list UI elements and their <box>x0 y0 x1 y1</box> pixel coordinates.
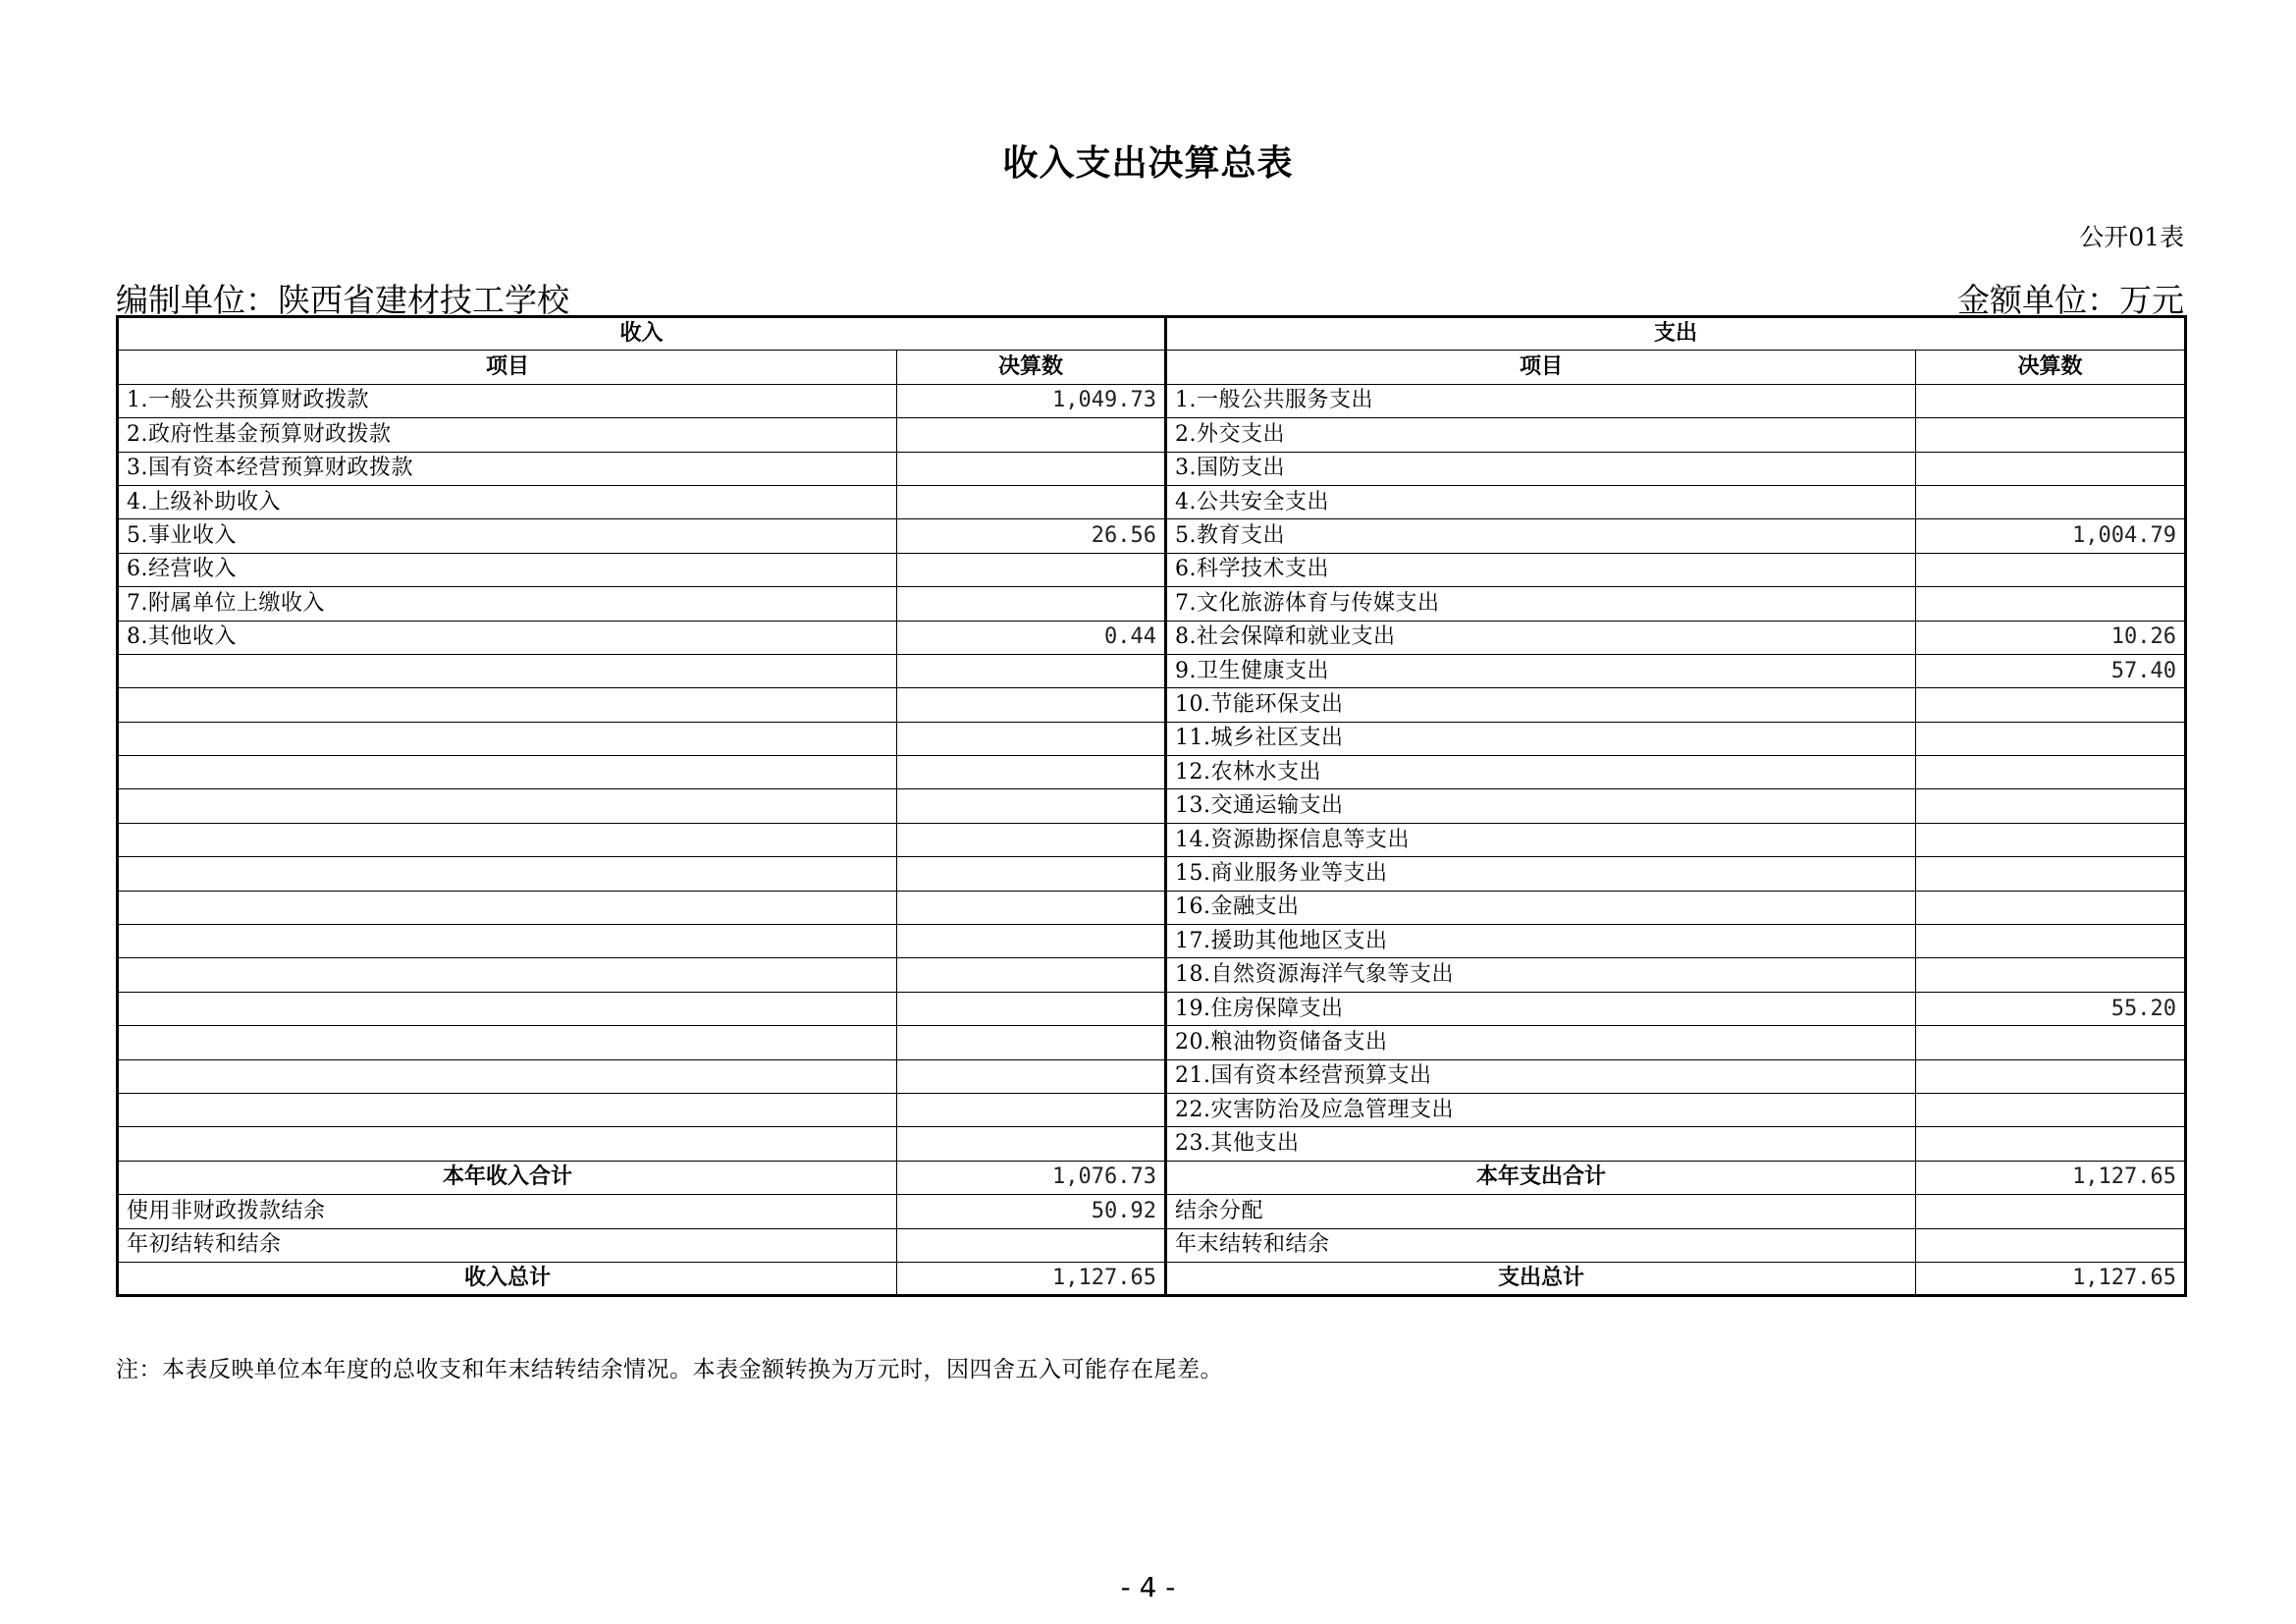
table-row <box>118 1093 2186 1126</box>
table-row <box>118 925 2186 958</box>
income-amount-cell: 50.92 <box>897 1195 1166 1228</box>
expense-amount-cell <box>1916 1228 2186 1262</box>
table-row <box>118 789 2186 823</box>
budget-summary-table <box>116 315 2187 1297</box>
income-amount-cell <box>897 857 1166 891</box>
expense-item-cell: 22.灾害防治及应急管理支出 <box>1166 1093 1916 1126</box>
table-row <box>118 418 2186 452</box>
year-expense-total-label: 本年支出合计 <box>1166 1161 1916 1194</box>
grand-total-row <box>118 1262 2186 1295</box>
expense-amount-cell <box>1916 485 2186 518</box>
expense-item-cell: 17.援助其他地区支出 <box>1166 925 1916 958</box>
table-row <box>118 1026 2186 1059</box>
table-row <box>118 485 2186 518</box>
expense-item-cell: 9.卫生健康支出 <box>1166 654 1916 687</box>
expense-amount-cell <box>1916 857 2186 891</box>
income-amount-cell <box>897 891 1166 924</box>
year-total-row <box>118 1161 2186 1194</box>
income-item-cell <box>118 992 897 1025</box>
expense-amount-cell <box>1916 418 2186 452</box>
expense-item-cell: 3.国防支出 <box>1166 452 1916 485</box>
income-item-cell <box>118 891 897 924</box>
income-item-cell <box>118 654 897 687</box>
expense-amount-cell: 10.26 <box>1916 621 2186 654</box>
column-header-row <box>118 351 2186 384</box>
table-row <box>118 992 2186 1025</box>
income-amount-cell <box>897 1228 1166 1262</box>
income-amount-cell: 0.44 <box>897 621 1166 654</box>
expense-item-cell: 16.金融支出 <box>1166 891 1916 924</box>
table-row <box>118 519 2186 553</box>
table-row <box>118 621 2186 654</box>
income-amount-cell <box>897 823 1166 856</box>
income-item-cell: 使用非财政拨款结余 <box>118 1195 897 1228</box>
expense-item-cell: 10.节能环保支出 <box>1166 688 1916 722</box>
expense-amount-cell <box>1916 789 2186 823</box>
page-number: - 4 - <box>1120 1571 1176 1603</box>
expense-amount-cell <box>1916 1195 2186 1228</box>
income-amount-cell <box>897 688 1166 722</box>
expense-section-header: 支出 <box>1166 317 2186 351</box>
income-amount-cell <box>897 1026 1166 1059</box>
table-row <box>118 1127 2186 1161</box>
expense-amount-cell <box>1916 722 2186 755</box>
table-row <box>118 1059 2186 1093</box>
income-amount-cell: 1,049.73 <box>897 384 1166 417</box>
income-item-cell: 8.其他收入 <box>118 621 897 654</box>
income-amount-cell <box>897 958 1166 992</box>
income-item-cell: 年初结转和结余 <box>118 1228 897 1262</box>
table-row <box>118 857 2186 891</box>
expense-item-cell: 11.城乡社区支出 <box>1166 722 1916 755</box>
income-item-cell: 5.事业收入 <box>118 519 897 553</box>
income-item-cell <box>118 1026 897 1059</box>
income-grand-total-value: 1,127.65 <box>897 1262 1166 1295</box>
income-amount-cell <box>897 1059 1166 1093</box>
year-expense-total-value: 1,127.65 <box>1916 1161 2186 1194</box>
income-amount-cell <box>897 722 1166 755</box>
table-row <box>118 384 2186 417</box>
income-amount-cell <box>897 452 1166 485</box>
table-row <box>118 1195 2186 1228</box>
expense-item-cell: 21.国有资本经营预算支出 <box>1166 1059 1916 1093</box>
expense-item-cell: 13.交通运输支出 <box>1166 789 1916 823</box>
table-row <box>118 553 2186 586</box>
compiling-unit: 编制单位：陕西省建材技工学校 <box>116 281 569 319</box>
income-item-cell: 6.经营收入 <box>118 553 897 586</box>
income-item-cell <box>118 1127 897 1161</box>
expense-item-cell: 6.科学技术支出 <box>1166 553 1916 586</box>
section-header-row <box>118 317 2186 351</box>
expense-amount-cell <box>1916 452 2186 485</box>
expense-amount-cell <box>1916 823 2186 856</box>
expense-amount-cell <box>1916 688 2186 722</box>
income-amount-cell <box>897 1127 1166 1161</box>
expense-amount-cell <box>1916 1093 2186 1126</box>
income-amount-cell <box>897 1093 1166 1126</box>
expense-amount-cell <box>1916 1127 2186 1161</box>
expense-item-cell: 结余分配 <box>1166 1195 1916 1228</box>
income-item-cell <box>118 1093 897 1126</box>
income-item-cell <box>118 857 897 891</box>
expense-amount-cell: 55.20 <box>1916 992 2186 1025</box>
currency-unit: 金额单位：万元 <box>1957 281 2184 319</box>
table-row <box>118 688 2186 722</box>
income-item-cell: 3.国有资本经营预算财政拨款 <box>118 452 897 485</box>
income-section-header: 收入 <box>118 317 1166 351</box>
expense-amount-cell <box>1916 587 2186 621</box>
income-amount-header: 决算数 <box>897 351 1166 384</box>
form-number: 公开01表 <box>2079 223 2184 251</box>
income-amount-cell: 26.56 <box>897 519 1166 553</box>
expense-item-cell: 2.外交支出 <box>1166 418 1916 452</box>
income-grand-total-label: 收入总计 <box>118 1262 897 1295</box>
expense-item-cell: 14.资源勘探信息等支出 <box>1166 823 1916 856</box>
income-amount-cell <box>897 756 1166 789</box>
income-item-cell <box>118 722 897 755</box>
expense-amount-cell <box>1916 756 2186 789</box>
expense-item-cell: 7.文化旅游体育与传媒支出 <box>1166 587 1916 621</box>
expense-item-cell: 5.教育支出 <box>1166 519 1916 553</box>
year-income-total-label: 本年收入合计 <box>118 1161 897 1194</box>
expense-amount-cell <box>1916 891 2186 924</box>
page-title: 收入支出决算总表 <box>1002 143 1294 184</box>
income-item-header: 项目 <box>118 351 897 384</box>
table-row <box>118 722 2186 755</box>
income-amount-cell <box>897 553 1166 586</box>
table-row <box>118 958 2186 992</box>
expense-grand-total-label: 支出总计 <box>1166 1262 1916 1295</box>
income-item-cell <box>118 756 897 789</box>
table-row <box>118 587 2186 621</box>
table-row <box>118 891 2186 924</box>
expense-amount-cell <box>1916 1059 2186 1093</box>
income-amount-cell <box>897 485 1166 518</box>
income-item-cell <box>118 789 897 823</box>
expense-item-header: 项目 <box>1166 351 1916 384</box>
expense-item-cell: 年末结转和结余 <box>1166 1228 1916 1262</box>
expense-amount-cell <box>1916 384 2186 417</box>
expense-item-cell: 20.粮油物资储备支出 <box>1166 1026 1916 1059</box>
income-amount-cell <box>897 654 1166 687</box>
expense-item-cell: 4.公共安全支出 <box>1166 485 1916 518</box>
income-item-cell: 7.附属单位上缴收入 <box>118 587 897 621</box>
income-item-cell: 4.上级补助收入 <box>118 485 897 518</box>
expense-item-cell: 8.社会保障和就业支出 <box>1166 621 1916 654</box>
income-item-cell <box>118 688 897 722</box>
expense-amount-header: 决算数 <box>1916 351 2186 384</box>
income-item-cell: 1.一般公共预算财政拨款 <box>118 384 897 417</box>
table-row <box>118 756 2186 789</box>
expense-item-cell: 15.商业服务业等支出 <box>1166 857 1916 891</box>
expense-item-cell: 23.其他支出 <box>1166 1127 1916 1161</box>
income-amount-cell <box>897 789 1166 823</box>
expense-grand-total-value: 1,127.65 <box>1916 1262 2186 1295</box>
income-amount-cell <box>897 992 1166 1025</box>
table-row <box>118 823 2186 856</box>
table-row <box>118 452 2186 485</box>
income-item-cell: 2.政府性基金预算财政拨款 <box>118 418 897 452</box>
expense-amount-cell <box>1916 925 2186 958</box>
table-row <box>118 654 2186 687</box>
year-income-total-value: 1,076.73 <box>897 1161 1166 1194</box>
expense-amount-cell <box>1916 553 2186 586</box>
income-item-cell <box>118 823 897 856</box>
expense-item-cell: 1.一般公共服务支出 <box>1166 384 1916 417</box>
expense-item-cell: 18.自然资源海洋气象等支出 <box>1166 958 1916 992</box>
income-amount-cell <box>897 587 1166 621</box>
income-amount-cell <box>897 925 1166 958</box>
expense-amount-cell <box>1916 958 2186 992</box>
expense-amount-cell: 1,004.79 <box>1916 519 2186 553</box>
income-item-cell <box>118 1059 897 1093</box>
table-row <box>118 1228 2186 1262</box>
income-item-cell <box>118 925 897 958</box>
income-amount-cell <box>897 418 1166 452</box>
expense-item-cell: 19.住房保障支出 <box>1166 992 1916 1025</box>
footnote: 注：本表反映单位本年度的总收支和年末结转结余情况。本表金额转换为万元时，因四舍五入可能存在尾差。 <box>116 1357 1223 1382</box>
expense-amount-cell <box>1916 1026 2186 1059</box>
expense-item-cell: 12.农林水支出 <box>1166 756 1916 789</box>
expense-amount-cell: 57.40 <box>1916 654 2186 687</box>
income-item-cell <box>118 958 897 992</box>
